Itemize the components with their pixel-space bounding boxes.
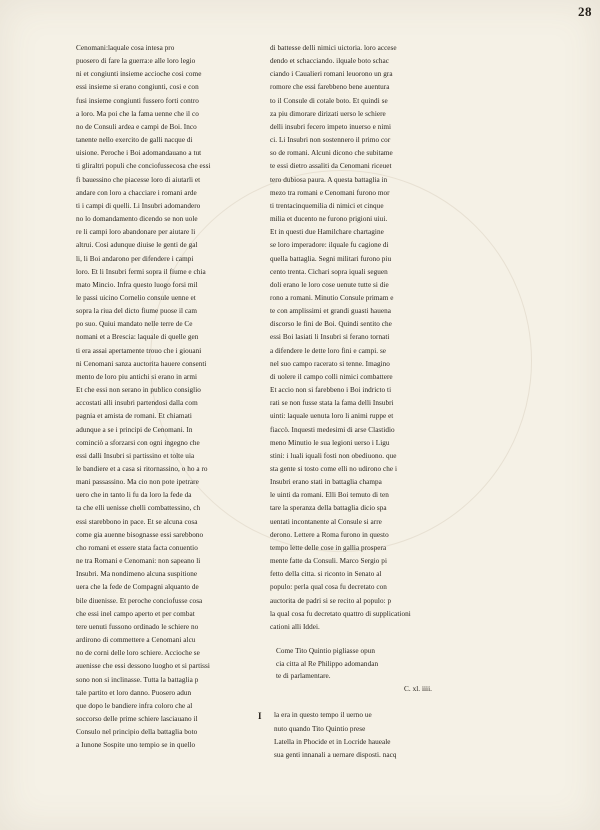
text-line: a Iunone Sospite uno tempio se in quello <box>76 741 196 750</box>
text-line: di battesse delli nimici uictoria. loro accese <box>270 44 397 52</box>
text-line: Latella in Phocide et in Locride haueale <box>274 737 391 746</box>
text-line: milia et ducento ne furono prigioni uiui. <box>270 215 388 224</box>
text-line: ti gliraltri populi che conciofussecosa che essi <box>76 162 211 171</box>
text-line: le uinti da romani. Elli Boi temuto di ten <box>270 491 389 500</box>
text-line: tare la speranza della battaglia dicio spa <box>270 504 387 513</box>
text-line: essi dalli Insubri si partissino et tolte uia <box>76 451 195 460</box>
text-line: tanente nello exercito de galli nacque di <box>76 136 193 145</box>
text-line: ardirono di commettere a Cenomani alcu <box>76 636 196 645</box>
text-line: come gia auenne bisognasse essi sarebbono <box>76 530 204 539</box>
text-line: doli erano le loro cose uenute tutte si die <box>270 280 389 289</box>
text-line: fiaccò. Inquesti medesimi di arse Clastidio <box>270 425 395 434</box>
text-line: la era in questo tempo il uerno ue <box>274 711 372 720</box>
text-line: mani passassino. Ma cio non pote ipetrare <box>76 478 199 487</box>
text-line: C. xl. iiii. <box>404 684 432 693</box>
text-line: Insubri erano stati in battaglia champa <box>270 478 382 487</box>
text-line: ti era assai apertamente trouo che i giouani <box>76 346 202 355</box>
text-line: essi insieme si erano congiunti, cosi e con <box>76 83 199 92</box>
text-line: bile diuenisse. Et peroche conciofusse cosa <box>76 596 203 605</box>
text-line: auctorita de padri si se recito al populo: p <box>270 596 392 605</box>
text-line: uentati incontanente al Consule si arre <box>270 517 382 526</box>
text-line: uera che la fede de Compagni alquanto de <box>76 583 199 592</box>
text-line: discorso le fini de Boi. Quindi sentito che <box>270 320 392 329</box>
text-line: rati se non fusse stata la fama delli Insubri <box>270 399 394 408</box>
text-line: Et accio non si farebbeno i Boi indricto ti <box>270 386 392 395</box>
text-line: derono. Lettere a Roma furono in questo <box>270 530 389 539</box>
text-line: no de Consuli ardea e campi de Boi. Inco <box>76 122 197 131</box>
text-line: nomani et a Brescia: laquale di quelle gen <box>76 333 199 342</box>
text-line: ta che elli uenisse chelli combattessino, ch <box>76 504 201 513</box>
text-line: altrui. Cosi adunque diuise le genti de gal <box>76 241 198 250</box>
text-line: ne tra Romani e Cenomani: non sapeano li <box>76 557 201 566</box>
text-line: uisione. Peroche i Boi adomandauano a tut <box>76 149 202 158</box>
text-line: mezo tra romani e Cenomani furono mor <box>270 188 390 197</box>
text-line: ni et congiunti insieme accioche cosi come <box>76 70 202 79</box>
text-line: se loro imperadore: ilquale fu cagione di <box>270 241 389 250</box>
text-line: essi starebbono in pace. Et se alcuna cosa <box>76 517 198 526</box>
text-line: cationi alli Iddei. <box>270 622 320 631</box>
text-line: stini: i luali iquali fosti non obediuono. que <box>270 451 397 460</box>
text-line: cento trenta. Cichari sopra iquali seguen <box>270 267 388 276</box>
text-line: nel suo campo racerato si tenne. Imagino <box>270 359 390 368</box>
text-line: te di parlamentare. <box>276 672 331 681</box>
text-line: cia citta al Re Philippo adomandan <box>276 659 379 668</box>
text-line: meno Minutio le sua legioni uerso i Ligu <box>270 438 390 447</box>
text-line: ci. Li Insubri non sostennero il primo cor <box>270 136 391 145</box>
text-line: mato Mincio. Infra questo luogo forsi mil <box>76 280 198 289</box>
text-line: tempo lette delle cose in gallia prospera <box>270 543 387 552</box>
chapter-paragraph <box>258 709 438 762</box>
text-line: mento de loro piu antichi si erano in armi <box>76 372 198 381</box>
text-line: li, li Boi andarono per difendere i campi <box>76 254 194 263</box>
text-line: tale partito et loro danno. Puosero adun <box>76 688 192 697</box>
text-line: delli insubri fecero impeto inuerso e nimi <box>270 122 392 131</box>
text-line: to il Consule di cotale boto. Et quindi se <box>270 96 388 105</box>
text-line: auenisse che essi dessono luogho et si partissi <box>76 662 210 671</box>
text-line: a difendere le dette loro fini e campi. se <box>270 346 387 355</box>
text-line: la qual cosa fu decretato quattro di supplicationi <box>270 609 411 618</box>
chapter-initial: I <box>258 711 262 722</box>
text-line: no lo domandamento dicendo se non uole <box>76 215 198 224</box>
text-line: fusi insieme congiunti fussero forti contro <box>76 96 199 105</box>
text-line: accostati alli insubri partendosi dalla com <box>76 399 198 408</box>
text-line: Et in questi due Hamilchare chartagine <box>270 228 384 237</box>
text-line: adunque a se i principi de Cenomani. In <box>76 425 193 434</box>
text-line: que dopo le bandiere infra coloro che al <box>76 701 193 710</box>
text-line: loro. Et li Insubri fermi sopra il fiume e chia <box>76 267 206 276</box>
text-line: rono a romani. Minutio Consule primam e <box>270 293 394 302</box>
text-line: po suo. Quiui mandato nelle terre de Ce <box>76 320 193 329</box>
text-line: le bandiere et a casa si ritornassino, o ho a ro <box>76 465 208 473</box>
text-line: quella battaglia. Segni militari furono piu <box>270 254 392 263</box>
folio-number: 28 <box>578 4 592 19</box>
text-line: uinti: laquale uenuta loro li animi ruppe et <box>270 412 394 421</box>
text-line: sopra la riua del dicto fiume puose il cam <box>76 307 198 316</box>
text-line: sono non si inclinasse. Tutta la battaglia p <box>76 675 199 684</box>
text-line: populo: perla qual cosa fu decretato con <box>270 583 387 592</box>
text-line: no de corni delle loro schiere. Accioche se <box>76 649 200 658</box>
text-line: tere uenuti fussono ordinado le schiere no <box>76 622 199 631</box>
chapter-text <box>270 709 438 762</box>
text-line: ti trentacinquemilia di nimici et cinque <box>270 201 384 210</box>
text-line: Et che essi non serano in publico consiglio <box>76 386 201 395</box>
text-line: fi bauessino che piacesse loro di aiutarli et <box>76 175 201 184</box>
text-line: cho romani et essere stata facta conuentio <box>76 543 198 552</box>
left-text-column <box>76 42 244 752</box>
text-line: cominciò a sforzarsi con ogni ingegno che <box>76 438 200 447</box>
text-line: Come Tito Quintio pigliasse opun <box>276 647 376 656</box>
text-line: uero che in tanto li fu da loro la fede da <box>76 491 192 500</box>
text-line: fetto della citta. si riconto in Senato al <box>270 570 382 579</box>
chapter-heading <box>270 645 438 695</box>
text-line: so de romani. Alcuni dicono che subitame <box>270 149 393 158</box>
text-line: Insubri. Ma nondimeno alcuna suspitione <box>76 570 198 579</box>
text-line: te essi dietro assaliti da Cenomani riceuet <box>270 162 392 171</box>
text-line: za piu dimorare dirizati uerso le schiere <box>270 109 386 118</box>
text-line: sta gente si tosto come elli no udirono che i <box>270 465 398 473</box>
text-line: re li campi loro abandonare per aiutare li <box>76 228 196 237</box>
text-line: di uolere il campo colli nimici combattere <box>270 372 393 381</box>
text-line: le passi uicino Cornelio consule uenne et <box>76 293 196 302</box>
text-line: nuto quando Tito Quintio prese <box>274 724 366 733</box>
text-line: mente fatte da Consuli. Marco Sergio pi <box>270 557 387 566</box>
text-line: pagnia et amista de romani. Et chiamati <box>76 412 192 421</box>
text-line: puosero di fare la guerra:e alle loro legio <box>76 57 196 66</box>
text-line: tero dubiosa paura. A questa battaglia in <box>270 175 388 184</box>
text-line: romore che essi farebbeno bene auentura <box>270 83 390 92</box>
text-line: che essi inel campo aperto et per combat <box>76 609 195 618</box>
right-text-column <box>258 42 438 762</box>
text-line: dendo et schacciando. ilquale boto schac <box>270 57 389 66</box>
text-line: Consulo nel principio della battaglia boto <box>76 728 198 737</box>
text-line: a loro. Ma poi che la fama uenne che il co <box>76 109 199 118</box>
text-line: sua genti innanali a uernare disposti. nacq <box>274 750 397 759</box>
text-line: essi Boi lasiati li Insubri si ferano tornati <box>270 333 390 342</box>
text-line: ciando i Caualieri romani leuorono un gra <box>270 70 393 79</box>
text-line: soccorso delle prime schiere lasciauano il <box>76 714 198 723</box>
text-line: ti i campi di quelli. Li Insubri adomandero <box>76 201 201 210</box>
right-column-body <box>270 42 438 634</box>
text-line: andare con loro a chacciare i romani arde <box>76 188 197 197</box>
text-line: Cenomani:laquale cosa intesa pro <box>76 44 175 52</box>
text-line: te con amplissimi et grandi guasti hauena <box>270 307 392 316</box>
text-line: ni Cenomani sanza auctorita hauere consenti <box>76 359 207 368</box>
